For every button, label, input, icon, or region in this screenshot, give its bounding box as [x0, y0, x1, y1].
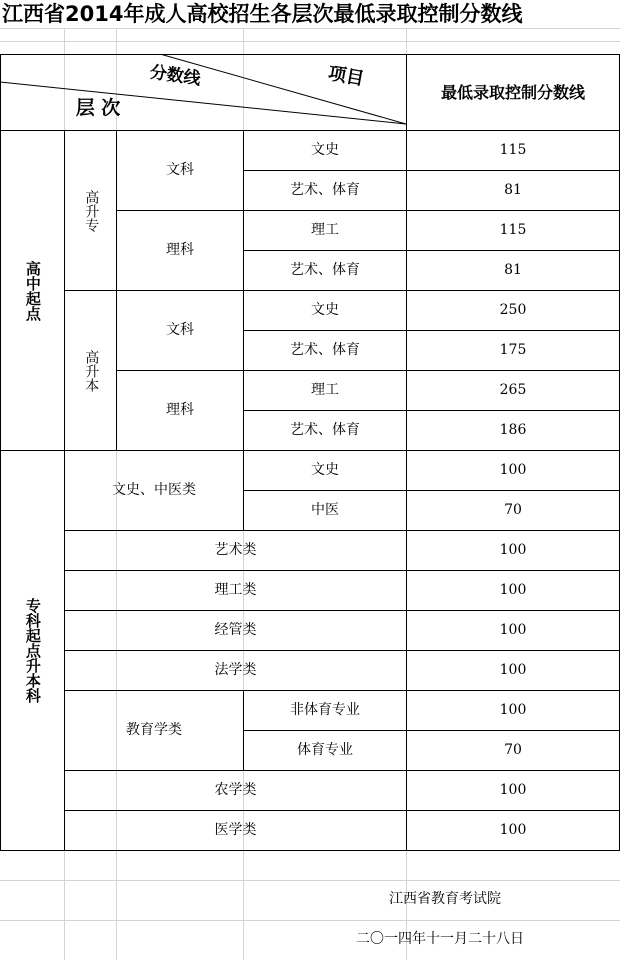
level-gaosheng-ben-label: 高升本 — [83, 349, 100, 392]
zsb-yixue: 医学类 — [214, 821, 257, 838]
grid-row-b — [0, 880, 620, 881]
level-gaosheng-zhuan-label: 高升专 — [83, 189, 100, 232]
zhuan-like-yishu: 艺术、体育 — [290, 261, 360, 278]
header-min-score: 最低录取控制分数线 — [440, 82, 585, 102]
zsb-ligong: 理工类 — [214, 581, 257, 598]
ben-wenke-yishu: 艺术、体育 — [290, 341, 360, 358]
zhuan-wenke-yishu: 艺术、体育 — [290, 181, 360, 198]
zsb-zhongyi-score: 70 — [504, 501, 522, 518]
level-gaosheng-zhuan — [65, 131, 116, 290]
zsb-wenshi-zhongyi: 文史、中医类 — [112, 481, 196, 498]
zsb-yixue-score: 100 — [499, 821, 527, 838]
grid-row-a — [0, 41, 620, 42]
ben-like-ligong: 理工 — [311, 381, 339, 398]
page-title: 江西省2014年成人高校招生各层次最低录取控制分数线 — [2, 1, 523, 26]
ben-like-ligong-score: 265 — [499, 381, 527, 398]
zhuan-wenke-yishu-score: 81 — [504, 181, 522, 198]
border-bottom — [0, 850, 620, 851]
ben-wenke: 文科 — [166, 321, 194, 338]
zsb-wenshi: 文史 — [311, 461, 339, 478]
zsb-fei-tiyu: 非体育专业 — [290, 701, 360, 718]
group-zhuan-sheng-ben-label: 专科起点升本科 — [23, 598, 42, 703]
ben-like-yishu-score: 186 — [499, 421, 527, 438]
zsb-wenshi-score: 100 — [499, 461, 527, 478]
zhuan-like-ligong-score: 115 — [499, 221, 527, 238]
ben-wenke-wenshi-score: 250 — [499, 301, 527, 318]
zsb-ligong-score: 100 — [499, 581, 527, 598]
zhuan-like: 理科 — [166, 241, 194, 258]
ben-like-yishu: 艺术、体育 — [290, 421, 360, 438]
footer-org: 江西省教育考试院 — [389, 891, 501, 908]
zhuan-wenke-wenshi: 文史 — [311, 141, 339, 158]
zsb-fei-tiyu-score: 100 — [499, 701, 527, 718]
zsb-nongxue: 农学类 — [214, 781, 257, 798]
group-high-school — [1, 131, 64, 450]
zsb-zhongyi: 中医 — [311, 501, 339, 518]
header-score-line-label: 分数线 — [148, 62, 202, 90]
zsb-jingguan-score: 100 — [499, 621, 527, 638]
zhuan-like-ligong: 理工 — [311, 221, 339, 238]
ben-wenke-wenshi: 文史 — [311, 301, 339, 318]
zsb-nongxue-score: 100 — [499, 781, 527, 798]
zsb-faxue: 法学类 — [214, 661, 257, 678]
footer-date: 二〇一四年十一月二十八日 — [356, 931, 524, 948]
ben-wenke-yishu-score: 175 — [499, 341, 527, 358]
zsb-jiaoyu: 教育学类 — [126, 721, 182, 738]
level-gaosheng-ben — [65, 291, 116, 450]
zsb-yishu: 艺术类 — [214, 541, 257, 558]
zhuan-like-yishu-score: 81 — [504, 261, 522, 278]
group-high-school-label: 高中起点 — [23, 260, 42, 321]
zsb-tiyu-score: 70 — [504, 741, 522, 758]
grid-row-top — [0, 28, 620, 29]
zsb-faxue-score: 100 — [499, 661, 527, 678]
zhuan-wenke-wenshi-score: 115 — [499, 141, 527, 158]
zsb-tiyu: 体育专业 — [297, 741, 353, 758]
header-level-label: 层 次 — [75, 97, 121, 120]
ben-like: 理科 — [166, 401, 194, 418]
zsb-yishu-score: 100 — [499, 541, 527, 558]
zsb-jingguan: 经管类 — [214, 621, 257, 638]
header-project-label: 项目 — [326, 62, 366, 90]
grid-row-c — [0, 920, 620, 921]
group-zhuan-sheng-ben — [1, 451, 64, 850]
zhuan-wenke: 文科 — [166, 161, 194, 178]
